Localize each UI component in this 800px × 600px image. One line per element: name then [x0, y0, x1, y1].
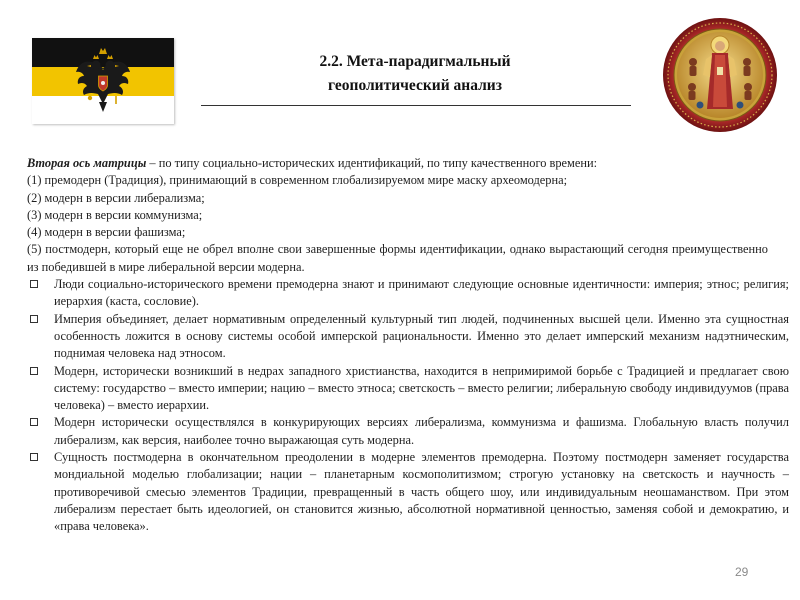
orthodox-icon-medallion	[662, 17, 778, 133]
bullet-text: Модерн исторически осуществлялся в конкурирующих версиях либерализма, коммунизма и фашизма. Глобальную власть получил либерализм, как версия, наиболее точно выражающая суть модерна.	[54, 415, 789, 447]
imperial-flag-icon	[32, 38, 174, 124]
bullet-text: Империя объединяет, делает нормативным определенный культурный тип людей, подчиненных высшей цели. Именно эта сущностная особенность ложится в основу системы особой имперской рациональности. Именно это делает имперский механизм надэтническим, поднимая человека над этносом.	[54, 311, 789, 361]
list-item-liberalism: (2) модерн в версии либерализма;	[27, 190, 205, 205]
list-item-fascism: (4) модерн в версии фашизма;	[27, 225, 186, 240]
bullet-text: Модерн, исторически возникший в недрах западного христианства, находится в непримиримой борьбе с Традицией и предлагает свою систему: государство – вместо империи; нацию – вместо этноса; светскость – вместо религии; либеральную свободу индивидуумов (права человека) – вместо иерархии.	[54, 363, 789, 413]
square-bullet-icon	[30, 453, 38, 461]
bullet-item	[54, 449, 789, 535]
square-bullet-icon	[30, 280, 38, 288]
title-underline	[201, 105, 631, 106]
intro-paragraph	[27, 155, 768, 172]
bullet-item	[54, 311, 789, 363]
intro-lead-emphasis: Вторая ось матрицы	[27, 156, 147, 170]
medallion-graphic	[662, 17, 778, 133]
bullet-item	[54, 363, 789, 415]
list-item-communism: (3) модерн в версии коммунизма;	[27, 207, 203, 222]
bullet-item	[54, 276, 789, 311]
flag-graphic	[32, 38, 174, 124]
page-number: 29	[735, 565, 749, 579]
slide-content	[27, 155, 789, 536]
slide-title	[200, 50, 630, 98]
square-bullet-icon	[30, 418, 38, 426]
title-line-1: 2.2. Мета-парадигмальный	[319, 53, 511, 70]
square-bullet-icon	[30, 315, 38, 323]
bullet-list	[54, 276, 789, 535]
list-item-postmodern: (5) постмодерн, который еще не обрел вполне свои завершенные формы идентификации, однако вырастающий сегодня преимущественно из победившей в мире либеральной версии модерна.	[27, 242, 768, 274]
bullet-text: Люди социально-исторического времени премодерна знают и принимают следующие основные идентичности: империя; этнос; религия; иерархия (каста, сословие).	[54, 277, 789, 309]
title-line-2: геополитический анализ	[328, 77, 502, 94]
square-bullet-icon	[30, 367, 38, 375]
bullet-text: Сущность постмодерна в окончательном преодолении в модерне элементов премодерна. Поэтому постмодерн заменяет государства мондиальной моделью глобализации; нации – планетарным космополитизмом; строгую установку на светскость и научность – противоречивой смесью элементов Традиции, превращенный в часть общего шоу, или индивидуальным неошаманством. При этом либерализм перестает быть идеологией, он становится жизнью, абсолютной нормативной ценностью, заменяя собой и демократию, и «права человека».	[54, 450, 789, 534]
bullet-item	[54, 414, 789, 449]
intro-lead-text: – по типу социально-исторических идентификаций, по типу качественного времени:	[146, 156, 598, 170]
list-item-premodern: (1) премодерн (Традиция), принимающий в современном глобализируемом мире маску археомодерна;	[27, 173, 568, 188]
